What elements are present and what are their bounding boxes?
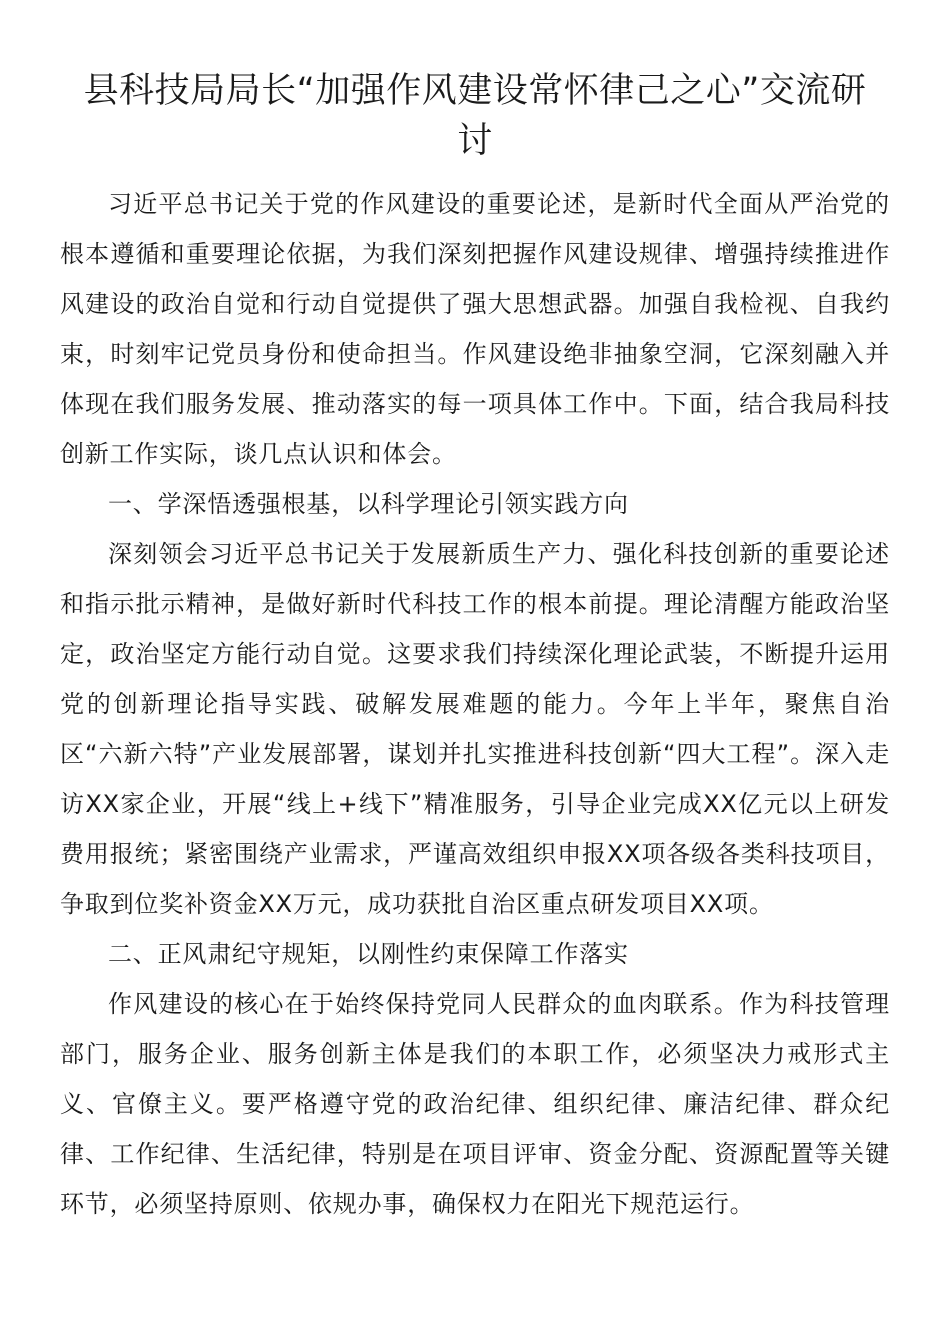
section-1-paragraph: 深刻领会习近平总书记关于发展新质生产力、强化科技创新的重要论述和指示批示精神，是做好新时代科技工作的根本前提。理论清醒方能政治坚定，政治坚定方能行动自觉。这要求我们持续深化理论武装，不断提升运用党的创新理论指导实践、破解发展难题的能力。今年上半年，聚焦自治区“六新六特”产业发展部署，谋划并扎实推进科技创新“四大工程”。深入走访XX家企业，开展“线上+线下”精准服务，引导企业完成XX亿元以上研发费用报统；紧密围绕产业需求，严谨高效组织申报XX项各级各类科技项目，争取到位奖补资金XX万元，成功获批自治区重点研发项目XX项。 [60, 540, 890, 918]
document-title: 县科技局局长“加强作风建设常怀律己之心”交流研讨 [83, 71, 867, 161]
intro-paragraph: 习近平总书记关于党的作风建设的重要论述，是新时代全面从严治党的根本遵循和重要理论依据，为我们深刻把握作风建设规律、增强持续推进作风建设的政治自觉和行动自觉提供了强大思想武器。加强自我检视、自我约束，时刻牢记党员身份和使命担当。作风建设绝非抽象空洞，它深刻融入并体现在我们服务发展、推动落实的每一项具体工作中。下面，结合我局科技创新工作实际，谈几点认识和体会。 [60, 190, 890, 468]
section-heading-2: 二、正风肃纪守规矩，以刚性约束保障工作落实 [108, 940, 629, 968]
document-body [60, 179, 890, 1229]
section-2-paragraph: 作风建设的核心在于始终保持党同人民群众的血肉联系。作为科技管理部门，服务企业、服务创新主体是我们的本职工作，必须坚决力戒形式主义、官僚主义。要严格遵守党的政治纪律、组织纪律、廉洁纪律、群众纪律、工作纪律、生活纪律，特别是在项目评审、资金分配、资源配置等关键环节，必须坚持原则、依规办事，确保权力在阳光下规范运行。 [60, 990, 890, 1218]
section-heading-1: 一、学深悟透强根基，以科学理论引领实践方向 [108, 490, 629, 518]
